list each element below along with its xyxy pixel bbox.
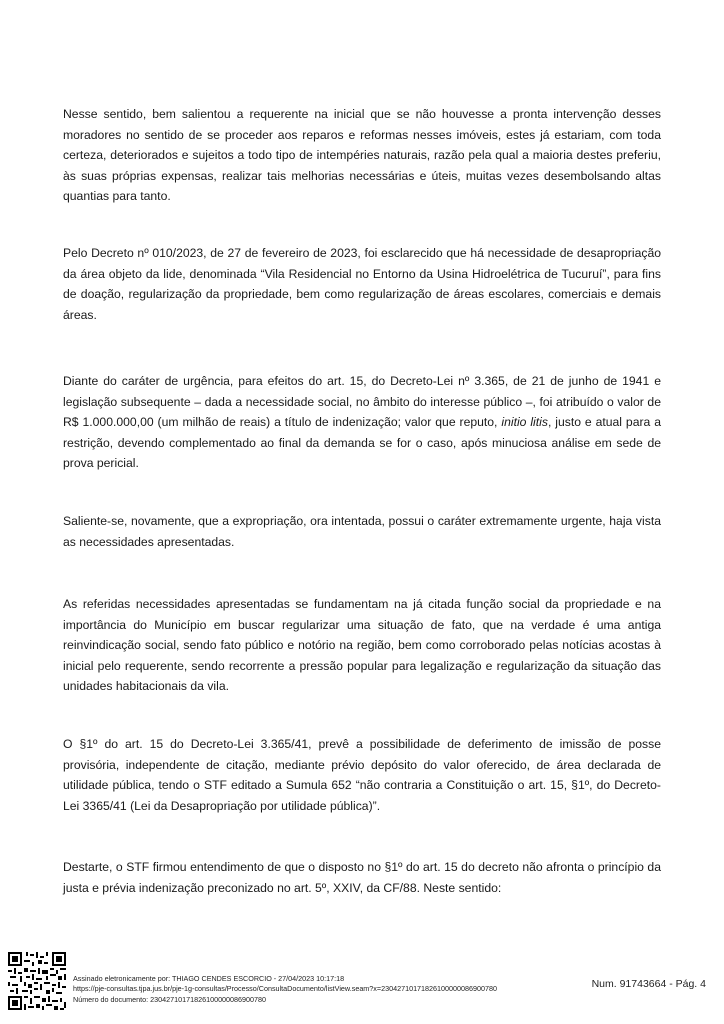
paragraph-3-part-a: Diante do caráter de urgência, para efeitos do art. 15, do Decreto-Lei nº 3.365, de 21 de junho de 1941 e legislação subsequente – dada a necessidade social, no âmbito do interesse público –, foi atribuído o valor de R$ 1.000.000,00 (um milhão de reais) a título de indenização; valor que reputo, bbox=[63, 374, 661, 430]
page-number-label: Num. 91743664 - Pág. 4 bbox=[591, 978, 706, 990]
qr-code-icon bbox=[8, 952, 66, 1010]
signed-by-line: Assinado eletronicamente por: THIAGO CENDES ESCORCIO - 27/04/2023 10:17:18 bbox=[73, 974, 345, 983]
paragraph-3-part-b: , justo e atual para a restrição, devendo complementado ao final da demanda se for o caso, após minuciosa análise em sede de prova pericial. bbox=[63, 415, 662, 471]
paragraph-1: Nesse sentido, bem salientou a requerente na inicial que se não houvesse a pronta intervenção desses moradores no sentido de se proceder aos reparos e reformas nesses imóveis, estes já estariam, com toda certeza, deteriorados e sujeitos a todo tipo de intempéries naturais, razão pela qual a maioria destes preferiu, às suas próprias expensas, realizar tais melhorias necessárias e úteis, muitas vezes desembolsando altas quantias para tanto. bbox=[63, 107, 661, 204]
paragraph-6: O §1º do art. 15 do Decreto-Lei 3.365/41, prevê a possibilidade de deferimento de imissão de posse provisória, independente de citação, mediante prévio depósito do valor oferecido, de área declarada de utilidade pública, tendo o STF editado a Sumula 652 “não contraria a Constituição o art. 15, §1º, do Decreto-Lei 3365/41 (Lei da Desapropriação por utilidade pública)”. bbox=[63, 737, 661, 813]
signature-footer bbox=[0, 950, 724, 1024]
document-number-line: Número do documento: 23042710171826100000086900780 bbox=[73, 994, 267, 1004]
electronic-signature-info bbox=[73, 974, 497, 1005]
paragraph-3 bbox=[63, 371, 661, 474]
paragraph-3-latin-term: initio litis bbox=[501, 415, 548, 430]
paragraph-4: Saliente-se, novamente, que a expropriação, ora intentada, possui o caráter extremamente urgente, haja vista as necessidades apresentadas. bbox=[63, 514, 661, 549]
paragraph-2: Pelo Decreto nº 010/2023, de 27 de fevereiro de 2023, foi esclarecido que há necessidade de desapropriação da área objeto da lide, denominada “Vila Residencial no Entorno da Usina Hidroelétrica de Tucuruí”, para fins de doação, regularização da propriedade, bem como regularização de áreas escolares, comerciais e demais áreas. bbox=[63, 246, 661, 322]
document-url-link[interactable]: https://pje-consultas.tjpa.jus.br/pje-1g-consultas/Processo/ConsultaDocumento/listView.seam?x=23042710171826100000086900780 bbox=[73, 984, 498, 994]
paragraph-7: Destarte, o STF firmou entendimento de que o disposto no §1º do art. 15 do decreto não afronta o princípio da justa e prévia indenização preconizado no art. 5º, XXIV, da CF/88. Neste sentido: bbox=[63, 860, 661, 895]
paragraph-5: As referidas necessidades apresentadas se fundamentam na já citada função social da propriedade e na importância do Município em buscar regularizar uma situação de fato, que na verdade é uma antiga reinvindicação social, sendo fato público e notório na região, bem como corroborado pelas notícias acostas à inicial pelo requerente, sendo recorrente a pressão popular para legalização e regularização da situação das unidades habitacionais da vila. bbox=[63, 597, 661, 694]
